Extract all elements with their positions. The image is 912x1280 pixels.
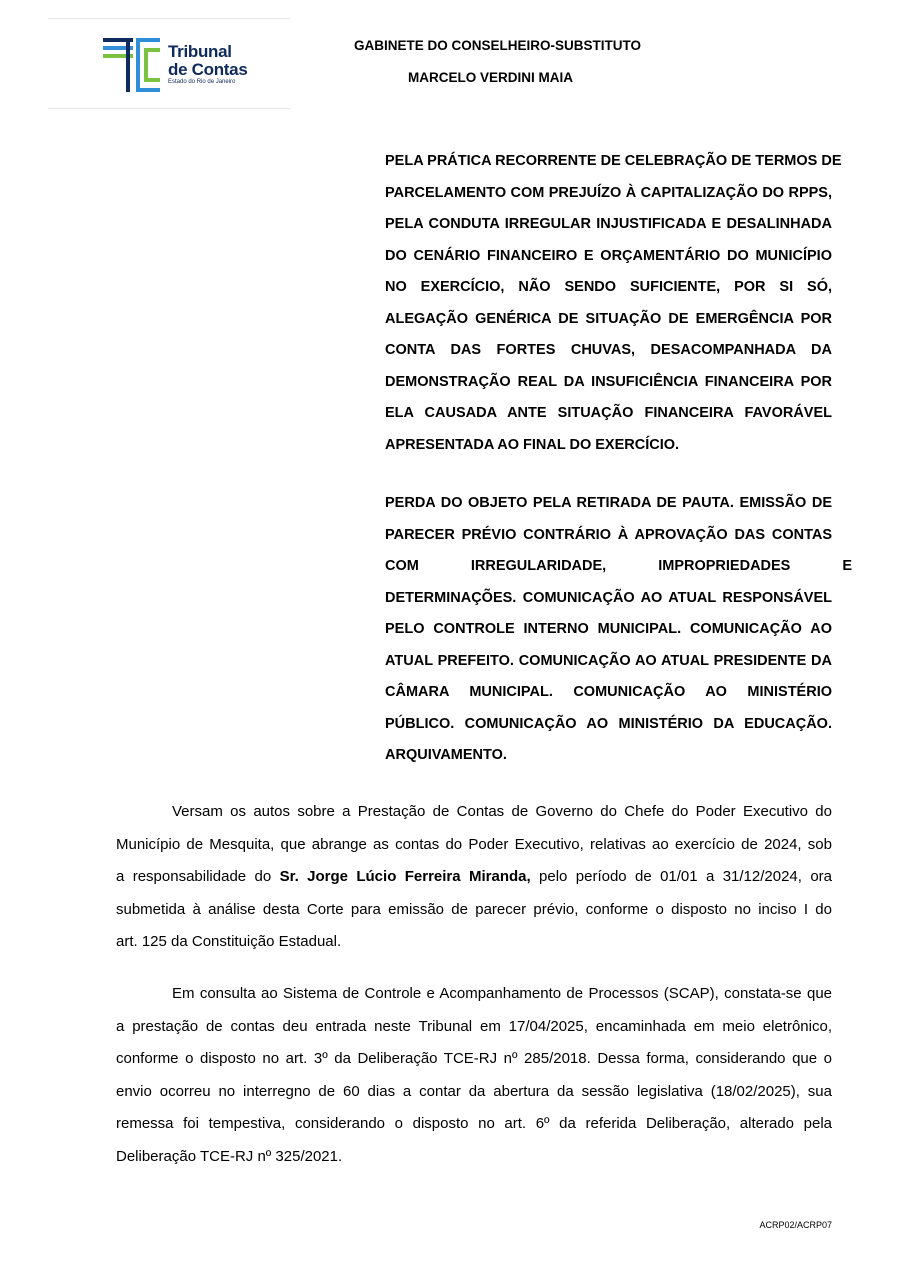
- text-line: ALEGAÇÃO GENÉRICA DE SITUAÇÃO DE EMERGÊNCIA POR: [385, 310, 832, 327]
- logo-bottom-rule: [48, 108, 290, 109]
- header-counselor-name: MARCELO VERDINI MAIA: [408, 70, 573, 85]
- text-line: envio ocorreu no interregno de 60 dias a contar da abertura da sessão legislativa (18/02/2025), sua: [116, 1082, 832, 1100]
- header-cabinet: GABINETE DO CONSELHEIRO-SUBSTITUTO: [354, 38, 642, 53]
- footer-code: ACRP02/ACRP07: [759, 1220, 832, 1230]
- text-segment: a responsabilidade do: [116, 868, 280, 885]
- text-line: PARECER PRÉVIO CONTRÁRIO À APROVAÇÃO DAS CONTAS: [385, 526, 832, 543]
- text-line: ELA CAUSADA ANTE SITUAÇÃO FINANCEIRA FAVORÁVEL: [385, 405, 832, 421]
- text-line: DETERMINAÇÕES. COMUNICAÇÃO AO ATUAL RESPONSÁVEL: [385, 589, 832, 606]
- text-line: remessa foi tempestiva, considerando o disposto no art. 6º da referida Deliberação, alterado pela: [116, 1115, 832, 1132]
- ementa-paragraph-2: [385, 488, 853, 772]
- logo-text-de-contas: de Contas: [168, 60, 248, 79]
- text-line: ATUAL PREFEITO. COMUNICAÇÃO AO ATUAL PRESIDENTE DA: [385, 652, 832, 669]
- text-line: PELA CONDUTA IRREGULAR INJUSTIFICADA E DESALINHADA: [385, 216, 832, 232]
- text-line: ARQUIVAMENTO.: [385, 747, 507, 763]
- text-line: Versam os autos sobre a Prestação de Contas de Governo do Chefe do Poder Executivo do: [172, 803, 832, 820]
- text-line: PERDA DO OBJETO PELA RETIRADA DE PAUTA. EMISSÃO DE: [385, 495, 832, 511]
- text-line: PÚBLICO. COMUNICAÇÃO AO MINISTÉRIO DA EDUCAÇÃO.: [385, 715, 832, 732]
- text-line: DEMONSTRAÇÃO REAL DA INSUFICIÊNCIA FINANCEIRA POR: [385, 373, 832, 390]
- text-line: PARCELAMENTO COM PREJUÍZO À CAPITALIZAÇÃO DO RPPS,: [385, 184, 832, 201]
- text-segment: pelo período de 01/01 a 31/12/2024, ora: [530, 868, 832, 885]
- logo-text-tribunal: Tribunal: [168, 42, 232, 61]
- text-line: PELA PRÁTICA RECORRENTE DE CELEBRAÇÃO DE TERMOS DE: [385, 153, 842, 169]
- text-line: art. 125 da Constituição Estadual.: [116, 933, 342, 950]
- body-paragraph-1: [116, 796, 832, 959]
- text-line: conforme o disposto no art. 3º da Deliberação TCE-RJ nº 285/2018. Dessa forma, considerando que o: [116, 1050, 832, 1067]
- logo-top-rule: [48, 18, 290, 19]
- text-line: a prestação de contas deu entrada neste Tribunal em 17/04/2025, encaminhada em meio eletrônico,: [116, 1017, 832, 1035]
- text-line: DO CENÁRIO FINANCEIRO E ORÇAMENTÁRIO DO MUNICÍPIO: [385, 247, 832, 264]
- text-line: APRESENTADA AO FINAL DO EXERCÍCIO.: [385, 436, 680, 453]
- body-paragraph-2: [116, 978, 832, 1173]
- responsible-name: Sr. Jorge Lúcio Ferreira Miranda,: [279, 868, 531, 885]
- text-line: Município de Mesquita, que abrange as contas do Poder Executivo, relativas ao exercício de 2024, sob: [116, 835, 832, 853]
- text-line: CONTA DAS FORTES CHUVAS, DESACOMPANHADA DA: [385, 342, 832, 358]
- logo-text-estado: Estado do Rio de Janeiro: [168, 79, 236, 85]
- ementa-paragraph-1: [385, 146, 842, 461]
- text-line: [116, 861, 832, 894]
- text-line: NO EXERCÍCIO, NÃO SENDO SUFICIENTE, POR SI SÓ,: [385, 279, 832, 295]
- text-line: COM IRREGULARIDADE, IMPROPRIEDADES E: [385, 558, 853, 574]
- text-line: CÂMARA MUNICIPAL. COMUNICAÇÃO AO MINISTÉRIO: [385, 684, 832, 700]
- text-line: Deliberação TCE-RJ nº 325/2021.: [116, 1147, 343, 1165]
- text-line: submetida à análise desta Corte para emissão de parecer prévio, conforme o disposto no inciso I do: [116, 900, 832, 918]
- text-line: Em consulta ao Sistema de Controle e Acompanhamento de Processos (SCAP), constata-se que: [172, 985, 832, 1002]
- text-line: PELO CONTROLE INTERNO MUNICIPAL. COMUNICAÇÃO AO: [385, 621, 832, 637]
